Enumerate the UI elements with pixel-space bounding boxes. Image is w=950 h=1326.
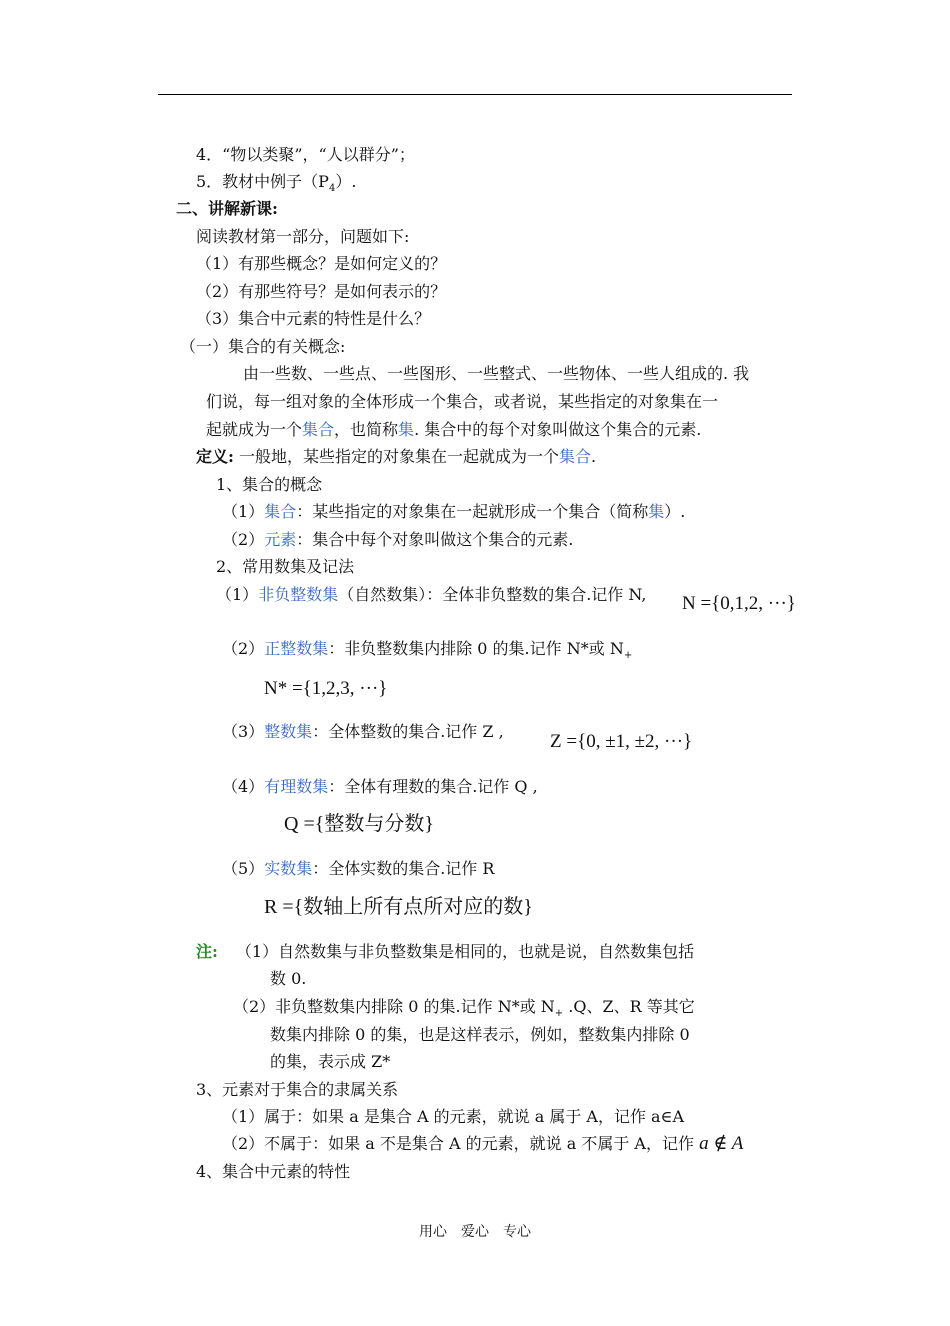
reading-intro: 阅读教材第一部分，问题如下: (196, 227, 410, 246)
paragraph-line-3: 起就成为一个集合，也简称集. 集合中的每个对象叫做这个集合的元素. (206, 420, 702, 439)
note-2-cont-2: 的集，表示成 Z* (270, 1052, 391, 1071)
heading-1: 1、集合的概念 (216, 475, 323, 494)
note-1: 注: （1）自然数集与非负整数集是相同的，也就是说，自然数集包括 (196, 942, 695, 961)
note-2: （2）非负整数集内排除 0 的集.记作 N*或 $N_+$ .Q、Z、R 等其它 (233, 997, 695, 1020)
header-rule (158, 94, 792, 95)
relation-not-belongs: （2）不属于：如果 a 不是集合 A 的元素，就说 a 不属于 A，记作 a ∉ A (222, 1133, 744, 1154)
set-rational: （4）有理数集：全体有理数的集合.记作 Q , (222, 777, 538, 796)
formula-natural: N ={0,1,2, ···} (682, 593, 796, 614)
part-heading: （一）集合的有关概念: (180, 337, 346, 356)
set-natural: （1）非负整数集（自然数集）：全体非负整数的集合.记作 N, (216, 585, 647, 604)
set-integer: （3）整数集：全体整数的集合.记作 Z , (222, 722, 504, 741)
page-footer: 用心 爱心 专心 (419, 1224, 531, 1240)
item-5: 5．教材中例子$(P_4)$. (196, 172, 357, 195)
formula-rational: Q ={整数与分数} (284, 813, 434, 835)
paragraph-line-1: 由一些数、一些点、一些图形、一些整式、一些物体、一些人组成的. 我 (243, 364, 750, 383)
definition: 定义: 一般地，某些指定的对象集在一起就成为一个集合. (196, 447, 597, 466)
question-3: （3）集合中元素的特性是什么？ (196, 309, 431, 328)
set-real: （5）实数集：全体实数的集合.记作 R (222, 859, 495, 878)
note-1-cont: 数 0. (270, 969, 307, 988)
concept-element: （2）元素：集合中每个对象叫做这个集合的元素. (222, 530, 574, 549)
note-2-cont-1: 数集内排除 0 的集，也是这样表示，例如，整数集内排除 0 (270, 1025, 690, 1044)
section-heading: 二、讲解新课: (176, 199, 278, 218)
formula-positive: N* ={1,2,3, ···} (264, 678, 388, 699)
question-2: （2）有那些符号？是如何表示的？ (196, 282, 447, 301)
formula-real: R ={数轴上所有点所对应的数} (264, 896, 533, 918)
paragraph-line-2: 们说，每一组对象的全体形成一个集合，或者说，某些指定的对象集在一 (206, 392, 719, 411)
concept-set: （1）集合：某些指定的对象集在一起就形成一个集合（简称集）. (222, 502, 686, 521)
question-1: （1）有那些概念？是如何定义的？ (196, 254, 447, 273)
formula-integer: Z ={0, ±1, ±2, ···} (550, 731, 693, 752)
heading-4: 4、集合中元素的特性 (196, 1162, 351, 1181)
set-positive: （2）正整数集：非负整数集内排除 0 的集.记作 N*或 $N_+$ (222, 639, 633, 662)
item-4: 4．“物以类聚”，“人以群分”； (196, 145, 415, 164)
heading-2: 2、常用数集及记法 (216, 557, 355, 576)
relation-belongs: （1）属于：如果 a 是集合 A 的元素，就说 a 属于 A，记作 a∈A (222, 1107, 684, 1126)
heading-3: 3、元素对于集合的隶属关系 (196, 1080, 399, 1099)
